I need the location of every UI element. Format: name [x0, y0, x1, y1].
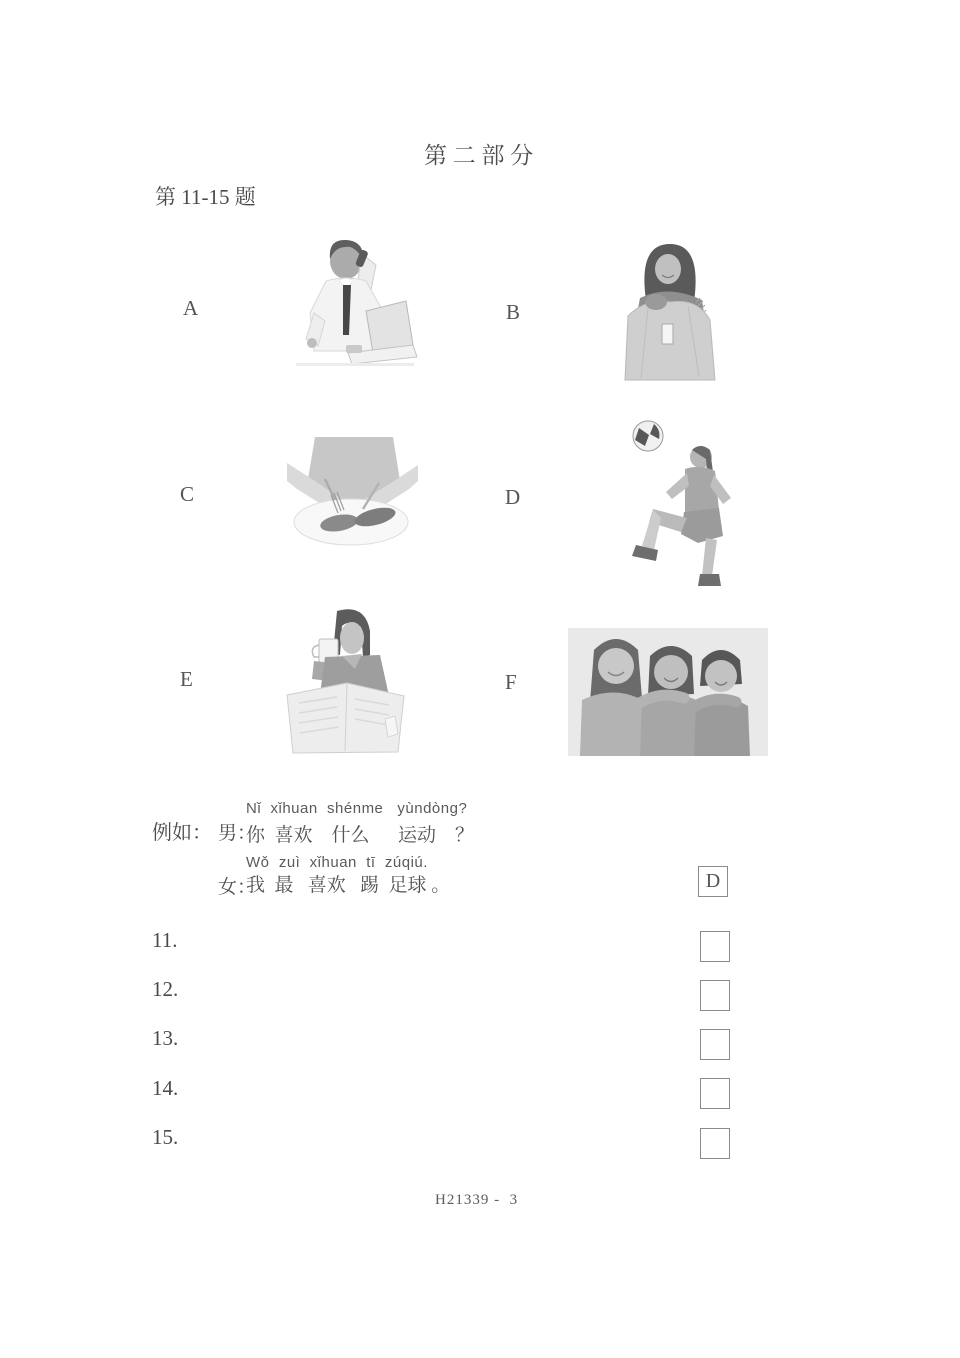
section-title: 第 二 部 分	[424, 143, 534, 168]
example-line2-hanzi: 我 最 喜欢 踢 足球 。	[246, 875, 451, 896]
answer-box-12[interactable]	[700, 980, 730, 1011]
example-line2-pinyin: Wǒ zuì xǐhuan tī zúqiú.	[246, 854, 428, 871]
example-answer-box: D	[698, 866, 728, 897]
example-line1-hanzi: 你 喜欢 什么 运动 ？	[246, 825, 475, 846]
photo-cutting-food-on-plate	[287, 437, 418, 547]
woman-soccer-illustration	[608, 417, 756, 592]
man-newspaper-illustration	[285, 603, 415, 755]
question-number-11: 11.	[152, 928, 178, 952]
question-number-12: 12.	[152, 977, 179, 1001]
option-label-d: D	[505, 485, 521, 509]
option-label-c: C	[180, 482, 195, 506]
photo-woman-with-soccer-ball	[608, 417, 756, 592]
answer-box-15[interactable]	[700, 1128, 730, 1159]
answer-box-13[interactable]	[700, 1029, 730, 1060]
answer-box-14[interactable]	[700, 1078, 730, 1109]
example-female-speaker: 女：	[218, 877, 257, 898]
photo-three-children	[568, 628, 768, 756]
question-number-14: 14.	[152, 1076, 179, 1100]
question-number-13: 13.	[152, 1026, 179, 1050]
cutting-food-illustration	[287, 437, 418, 547]
example-prefix: 例如：	[152, 822, 212, 844]
woman-holding-clothing-illustration	[618, 236, 720, 384]
example-line1-pinyin: Nǐ xǐhuan shénme yùndòng?	[246, 800, 468, 817]
man-on-phone-illustration	[288, 233, 420, 385]
option-label-a: A	[183, 296, 199, 320]
question-range-title: 第 11-15 题	[155, 185, 256, 209]
question-number-15: 15.	[152, 1125, 179, 1149]
three-children-illustration	[568, 628, 768, 756]
photo-woman-holding-clothing	[618, 236, 720, 384]
option-label-e: E	[180, 667, 193, 691]
example-male-speaker: 男：	[218, 823, 257, 844]
option-label-f: F	[505, 670, 517, 694]
photo-man-reading-newspaper	[285, 603, 415, 755]
page-footer-code: H21339 - 3	[435, 1192, 519, 1208]
answer-box-11[interactable]	[700, 931, 730, 962]
photo-man-on-phone-at-laptop	[288, 233, 420, 385]
option-label-b: B	[506, 300, 521, 324]
